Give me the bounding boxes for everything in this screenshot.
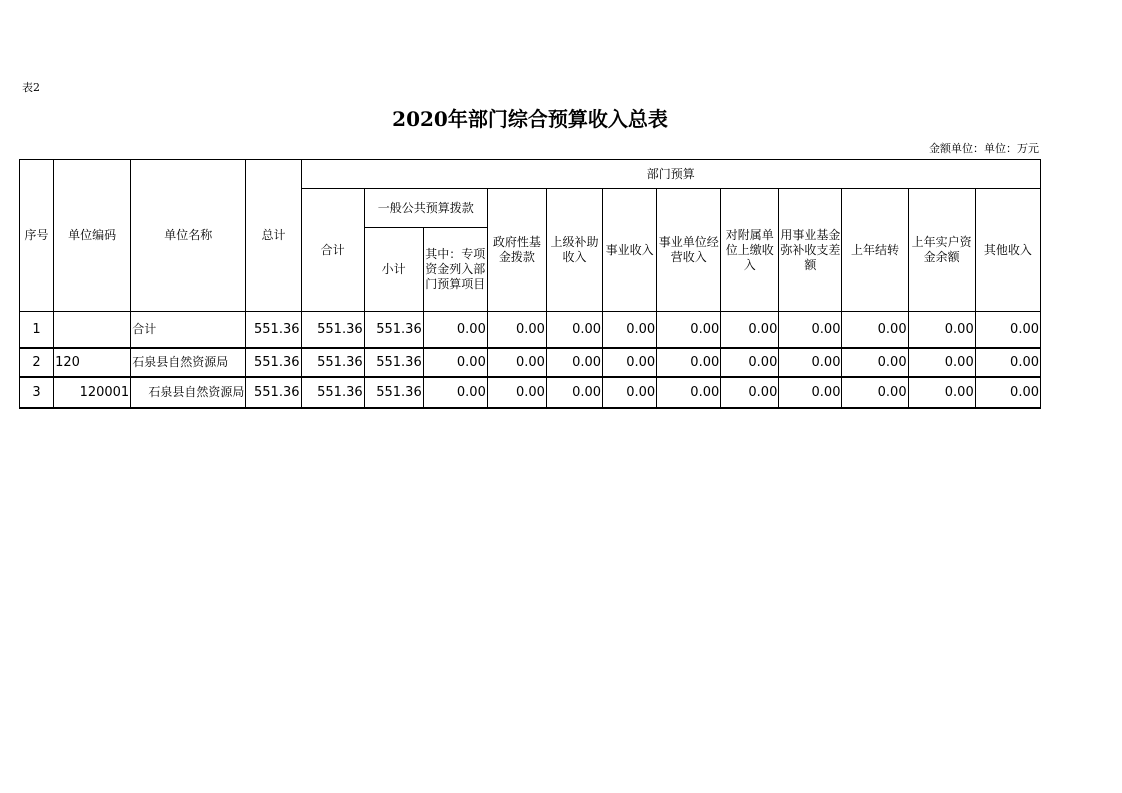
row-total: 551.36 — [246, 348, 301, 377]
row-general-special: 0.00 — [423, 312, 487, 348]
row-affiliated: 0.00 — [721, 312, 779, 348]
row-name: 石泉县自然资源局 — [131, 348, 246, 377]
header-general-budget: 一般公共预算拨款 — [364, 189, 487, 228]
row-code: 120001 — [54, 377, 131, 408]
row-general-sub: 551.36 — [364, 377, 423, 408]
row-total: 551.36 — [246, 312, 301, 348]
row-subtotal: 551.36 — [301, 312, 364, 348]
row-subtotal: 551.36 — [301, 348, 364, 377]
row-gov-fund: 0.00 — [487, 312, 546, 348]
row-general-sub: 551.36 — [364, 348, 423, 377]
row-career-operating: 0.00 — [657, 377, 721, 408]
header-last-carry: 上年结转 — [842, 189, 908, 312]
row-upper-subsidy: 0.00 — [546, 348, 602, 377]
table-row — [20, 312, 1041, 348]
row-seq: 1 — [20, 312, 54, 348]
row-last-carry: 0.00 — [842, 348, 908, 377]
header-total: 总计 — [246, 160, 301, 312]
row-career-fund: 0.00 — [779, 312, 842, 348]
header-gov-fund: 政府性基金拨款 — [487, 189, 546, 312]
row-career-operating: 0.00 — [657, 312, 721, 348]
amount-unit: 金额单位：单位：万元 — [929, 142, 1039, 155]
row-career-operating: 0.00 — [657, 348, 721, 377]
row-total: 551.36 — [246, 377, 301, 408]
row-career-income: 0.00 — [603, 312, 657, 348]
row-subtotal: 551.36 — [301, 377, 364, 408]
row-career-fund: 0.00 — [779, 377, 842, 408]
header-general-special: 其中：专项资金列入部门预算项目 — [423, 228, 487, 312]
header-career-income: 事业收入 — [603, 189, 657, 312]
header-career-fund: 用事业基金弥补收支差额 — [779, 189, 842, 312]
row-name: 石泉县自然资源局 — [131, 377, 246, 408]
header-unit-code: 单位编码 — [54, 160, 131, 312]
header-seq: 序号 — [20, 160, 54, 312]
row-last-balance: 0.00 — [908, 377, 975, 408]
row-last-carry: 0.00 — [842, 312, 908, 348]
row-career-income: 0.00 — [603, 348, 657, 377]
row-upper-subsidy: 0.00 — [546, 377, 602, 408]
table-row — [20, 377, 1041, 408]
header-affiliated: 对附属单位上缴收入 — [721, 189, 779, 312]
header-upper-subsidy: 上级补助收入 — [546, 189, 602, 312]
header-subtotal: 合计 — [301, 189, 364, 312]
row-name: 合计 — [131, 312, 246, 348]
row-general-sub: 551.36 — [364, 312, 423, 348]
header-other-income: 其他收入 — [975, 189, 1040, 312]
table-row — [20, 348, 1041, 377]
row-seq: 2 — [20, 348, 54, 377]
table-number: 表2 — [22, 81, 40, 94]
row-code: 120 — [54, 348, 131, 377]
row-gov-fund: 0.00 — [487, 377, 546, 408]
row-gov-fund: 0.00 — [487, 348, 546, 377]
header-dept-budget: 部门预算 — [301, 160, 1040, 189]
row-upper-subsidy: 0.00 — [546, 312, 602, 348]
row-affiliated: 0.00 — [721, 377, 779, 408]
page-title: 2020年部门综合预算收入总表 — [392, 107, 668, 131]
row-seq: 3 — [20, 377, 54, 408]
header-career-operating: 事业单位经营收入 — [657, 189, 721, 312]
header-unit-name: 单位名称 — [131, 160, 246, 312]
row-general-special: 0.00 — [423, 348, 487, 377]
row-last-carry: 0.00 — [842, 377, 908, 408]
row-career-fund: 0.00 — [779, 348, 842, 377]
row-other: 0.00 — [975, 348, 1040, 377]
row-other: 0.00 — [975, 312, 1040, 348]
row-last-balance: 0.00 — [908, 312, 975, 348]
row-last-balance: 0.00 — [908, 348, 975, 377]
row-general-special: 0.00 — [423, 377, 487, 408]
row-affiliated: 0.00 — [721, 348, 779, 377]
header-general-subtotal: 小计 — [364, 228, 423, 312]
budget-income-table — [19, 159, 1041, 409]
row-code — [54, 312, 131, 348]
row-other: 0.00 — [975, 377, 1040, 408]
row-career-income: 0.00 — [603, 377, 657, 408]
header-last-balance: 上年实户资金余额 — [908, 189, 975, 312]
